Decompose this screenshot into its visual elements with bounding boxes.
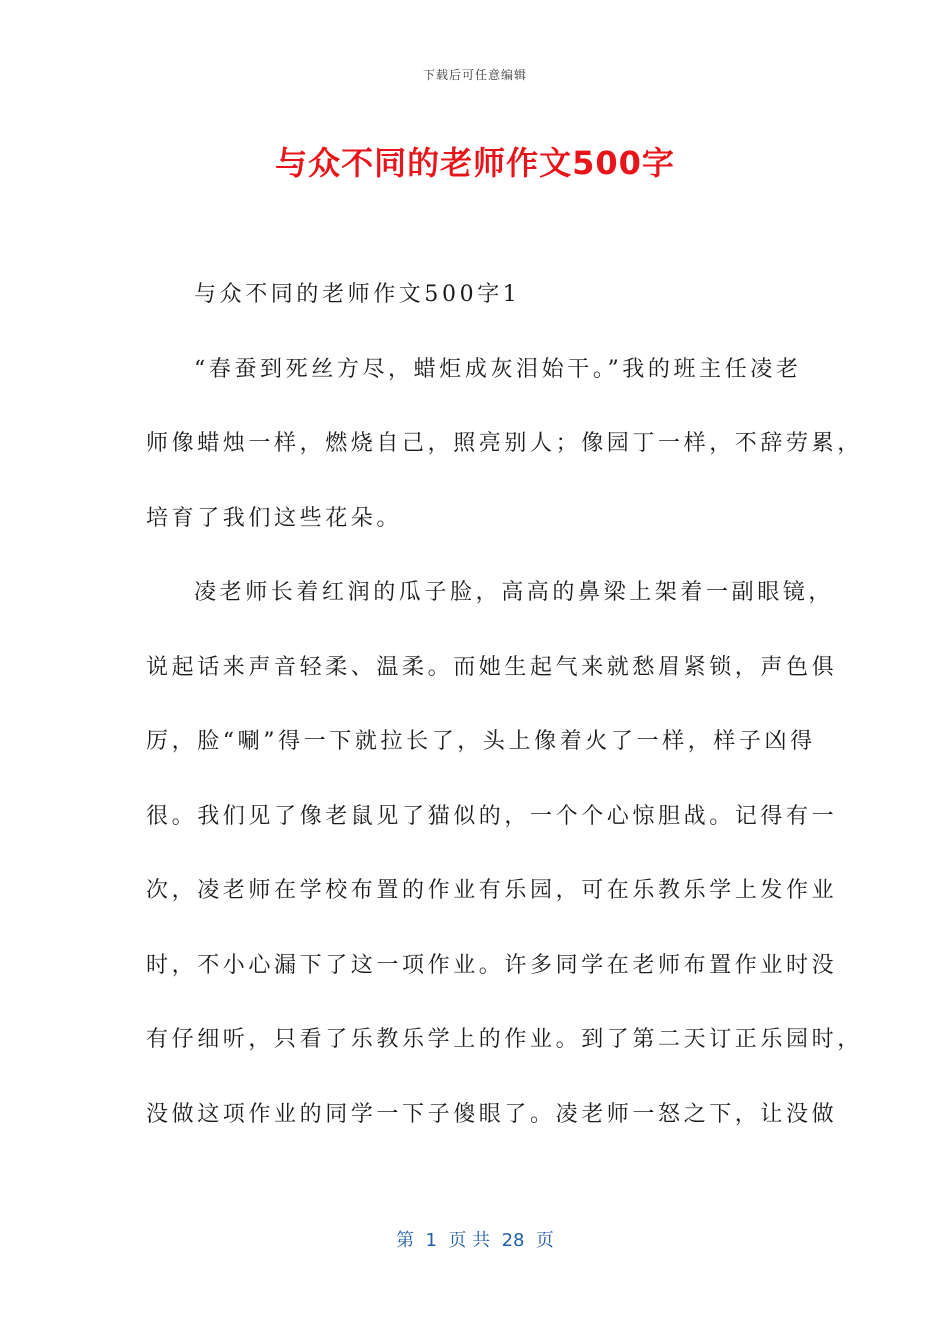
paragraph-line: 很。我们见了像老鼠见了猫似的，一个个心惊胆战。记得有一	[146, 803, 838, 829]
section-heading: 与众不同的老师作文500字1	[194, 282, 521, 307]
paragraph-line: 时，不小心漏下了这一项作业。许多同学在老师布置作业时没	[146, 952, 838, 978]
paragraph-line: “春蚕到死丝方尽，蜡炬成灰泪始干。”我的班主任凌老	[194, 356, 802, 382]
paragraph-line: 厉，脸“唰”得一下就拉长了，头上像着火了一样，样子凶得	[146, 729, 816, 754]
paragraph-line: 次，凌老师在学校布置的作业有乐园，可在乐教乐学上发作业	[146, 878, 838, 903]
document-body	[146, 258, 863, 1152]
paragraph-line: 没做这项作业的同学一下子傻眼了。凌老师一怒之下，让没做	[146, 1101, 838, 1127]
page-number-footer: 第 1 页 共 28 页	[396, 1230, 554, 1251]
paragraph-line: 凌老师长着红润的瓜子脸，高高的鼻梁上架着一副眼镜，	[194, 580, 835, 605]
paragraph-line: 有仔细听，只看了乐教乐学上的作业。到了第二天订正乐园时，	[146, 1027, 863, 1052]
paragraph-line: 师像蜡烛一样，燃烧自己，照亮别人；像园丁一样，不辞劳累，	[146, 431, 863, 456]
paragraph-line: 培育了我们这些花朵。	[146, 505, 403, 531]
page-header-note: 下载后可任意编辑	[422, 68, 527, 82]
paragraph-line: 说起话来声音轻柔、温柔。而她生起气来就愁眉紧锁，声色俱	[146, 654, 838, 680]
document-title: 与众不同的老师作文500字	[275, 144, 675, 182]
